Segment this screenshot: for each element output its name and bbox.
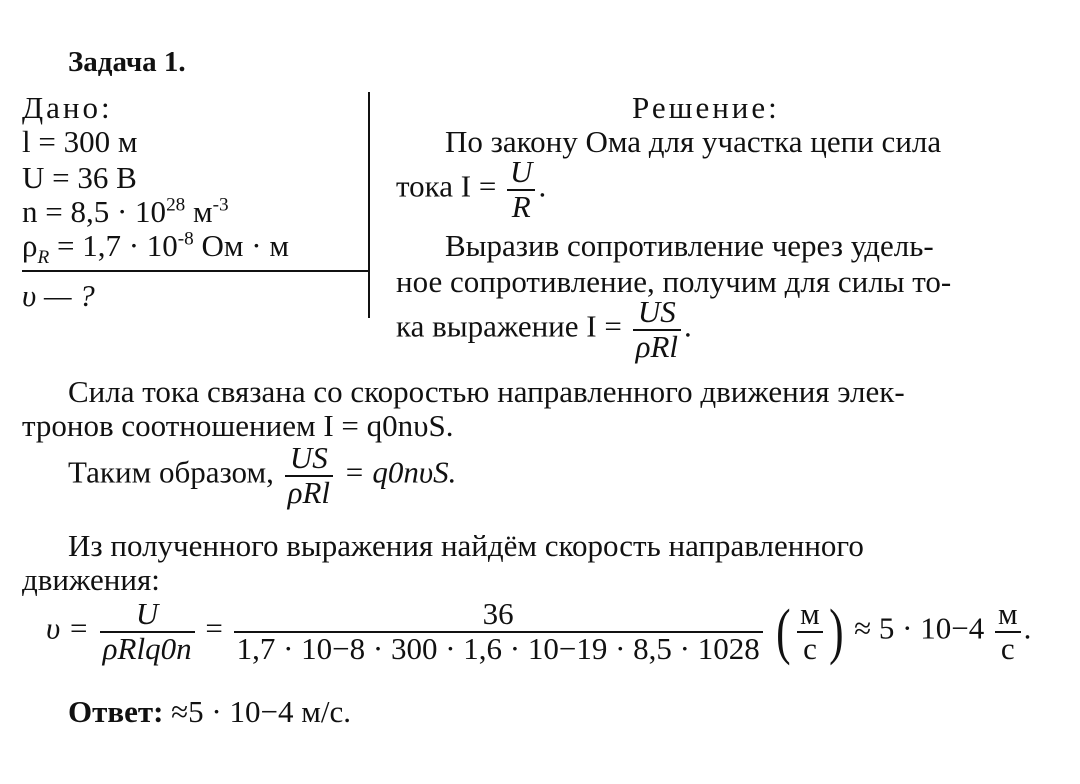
thus-fraction <box>285 442 333 509</box>
rho-symbol: ρ <box>22 228 38 263</box>
p1-text: тока I = <box>396 168 497 204</box>
ohm-numerator: U <box>507 156 535 191</box>
ohm-denominator: R <box>511 188 531 224</box>
solution-heading: Решение: <box>632 90 780 125</box>
eq-symbolic-denominator: ρRlq0n <box>102 630 192 666</box>
p4-lead: Таким образом, <box>68 454 274 490</box>
p1-line1: По закону Ома для участка цепи сила <box>445 124 942 159</box>
p2-line1: Выразив сопротивление через удель- <box>445 228 934 263</box>
given-resistivity <box>22 228 289 269</box>
p2-line2: ное сопротивление, получим для силы то- <box>396 264 952 299</box>
p2-text: ка выражение I = <box>396 308 622 344</box>
eq-approx: ≈ 5 · 10−4 <box>854 610 985 646</box>
right-paren: ) <box>828 597 844 666</box>
eq-lhs: υ = <box>46 610 89 646</box>
result-unit-fraction <box>995 598 1021 665</box>
given-length: l = 300 м <box>22 124 138 159</box>
p4-line <box>68 442 456 509</box>
unit-denominator: с <box>803 630 817 666</box>
answer-value: ≈5 · 10−4 м/с. <box>171 694 351 729</box>
eq-numeric-denominator: 1,7 · 10−8 · 300 · 1,6 · 10−19 · 8,5 · 1028 <box>236 630 760 666</box>
unit-numerator: м <box>797 598 823 633</box>
rho-subscript: R <box>37 247 50 269</box>
thus-denominator: ρRl <box>287 474 331 510</box>
n-exponent: 28 <box>166 194 186 216</box>
p2-line3: ка выражение I = $\frac{US}{\text{ρRl}}$ . <box>396 294 692 364</box>
resistivity-denominator: ρRl <box>635 328 679 364</box>
task-title: Задача 1. <box>68 46 186 78</box>
given-divider <box>22 270 370 272</box>
rho-value: = 1,7 · 10 <box>49 228 178 263</box>
left-paren: ( <box>776 597 792 666</box>
p3-line2: тронов соотношением I = q0nυS. <box>22 408 454 443</box>
n-unit: м <box>185 194 213 229</box>
answer-line <box>68 694 351 730</box>
eq-fraction-numeric <box>234 598 763 665</box>
answer-label: Ответ: <box>68 694 164 729</box>
resistivity-numerator: US <box>633 296 681 331</box>
p4-tail: = q0nυS. <box>343 454 457 490</box>
ohm-fraction <box>507 156 535 223</box>
rho-exponent: -8 <box>177 228 194 250</box>
eq-symbolic-numerator: U <box>100 598 195 633</box>
eq-numeric-numerator: 36 <box>234 598 763 633</box>
final-equation: υ = $\frac{U}{\text{ρRlq0n}}$ = $\frac{36}{1,7 \cdot 10-8 \cdot 300 \cdot 1,6 \cdot 10-19 \cdot 8,5 \cdot 1028}$ ( $\frac{м}{с}$ ) ≈ 5 · 10−4 $\frac{м}{с}$ . <box>46 596 1032 666</box>
n-prefix: n = 8,5 · 10 <box>22 194 167 229</box>
rho-unit: Ом · м <box>193 228 289 263</box>
p5-line2: движения: <box>22 562 160 597</box>
given-voltage: U = 36 В <box>22 160 137 195</box>
eq-fraction-symbolic <box>100 598 195 665</box>
given-heading: Дано: <box>22 90 113 125</box>
thus-numerator: US <box>285 442 333 477</box>
p1-line2: тока I = $\frac{U}{R}$ . <box>396 154 547 224</box>
p3-line1: Сила тока связана со скоростью направленного движения элек- <box>68 374 905 409</box>
given-concentration <box>22 194 229 230</box>
resistivity-fraction <box>633 296 681 363</box>
unit-fraction <box>797 598 823 665</box>
eq-equals: = <box>205 610 223 646</box>
given-find: υ — ? <box>22 278 95 313</box>
p5-line1: Из полученного выражения найдём скорость направленного <box>68 528 864 563</box>
result-unit-denominator: с <box>1000 630 1015 666</box>
given-vertical-rule <box>368 92 370 318</box>
n-unit-exponent: -3 <box>212 194 229 216</box>
result-unit-numerator: м <box>995 598 1021 633</box>
